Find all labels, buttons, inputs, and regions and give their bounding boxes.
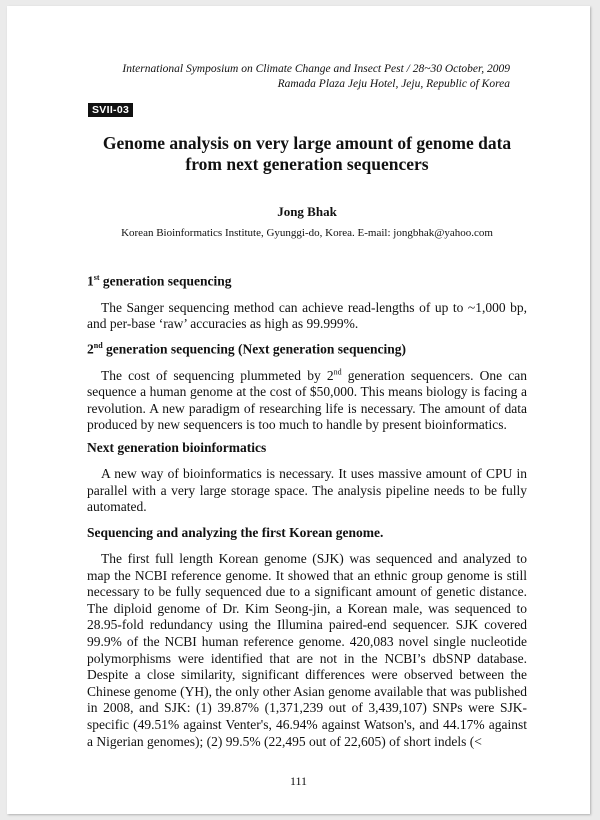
section-next-gen-bioinformatics [87, 439, 527, 516]
section-paragraph: A new way of bioinformatics is necessary. It uses massive amount of CPU in parallel with a very large storage space. The analysis pipeline needs to be fully automated. [87, 466, 527, 515]
conference-header [90, 62, 510, 92]
session-badge: SVII-03 [88, 103, 133, 117]
section-heading: 1st generation sequencing [87, 273, 232, 289]
page-number: 111 [289, 774, 308, 788]
section-korean-genome [87, 524, 527, 750]
author-name: Jong Bhak [277, 204, 337, 219]
paper-title [87, 133, 527, 175]
title-line-1: Genome analysis on very large amount of genome data [102, 133, 512, 153]
section-heading: Next generation bioinformatics [87, 440, 267, 455]
section-first-generation [87, 269, 527, 333]
section-heading: Sequencing and analyzing the first Korean genome. [87, 525, 384, 540]
section-paragraph: The Sanger sequencing method can achieve read-lengths of up to ~1,000 bp, and per-base ‘raw’ accuracies as high as 99.999%. [87, 299, 527, 332]
header-line-2: Ramada Plaza Jeju Hotel, Jeju, Republic of Korea [277, 78, 510, 90]
section-paragraph: The first full length Korean genome (SJK) was sequenced and analyzed to map the NCBI reference genome. It showed that an ethnic group genome is still necessary to be fully sequenced due to a significant amount of genetic distance. The diploid genome of Dr. Kim Seong-jin, a Korean male, was sequenced to 28.95-fold redundancy using the Illumina paired-end sequencer. SJK covered 99.9% of the NCBI human reference genome. 420,083 novel single nucleotide polymorphisms were identified that are not in the NCBI’s dbSNP database. Despite a close similarity, significant differences were observed between the Chinese genome (YH), the only other Asian genome available that was published in 2008, and SJK: (1) 39.87% (1,371,239 out of 3,439,107) SNPs were SJK-specific (49.51% against Venter's, 46.94% against Watson's, and 44.17% against a Nigerian genomes); (2) 99.5% (22,495 out of 22,605) of short indels (< [87, 551, 527, 749]
section-second-generation [87, 337, 527, 434]
section-heading: 2nd generation sequencing (Next generation sequencing) [87, 341, 407, 357]
title-line-2: from next generation sequencers [185, 154, 429, 174]
author-affiliation: Korean Bioinformatics Institute, Gyunggi-do, Korea. E-mail: jongbhak@yahoo.com [121, 227, 493, 239]
document-page [7, 6, 590, 814]
header-line-1: International Symposium on Climate Change and Insect Pest / 28~30 October, 2009 [122, 63, 510, 75]
section-paragraph: The cost of sequencing plummeted by 2nd generation sequencers. One can sequence a human genome at the cost of $50,000. This means biology is facing a revolution. A new paradigm of researching life is necessary. The amount of data produced by new sequencers is too much to handle by present bioinformatics. [87, 367, 528, 433]
